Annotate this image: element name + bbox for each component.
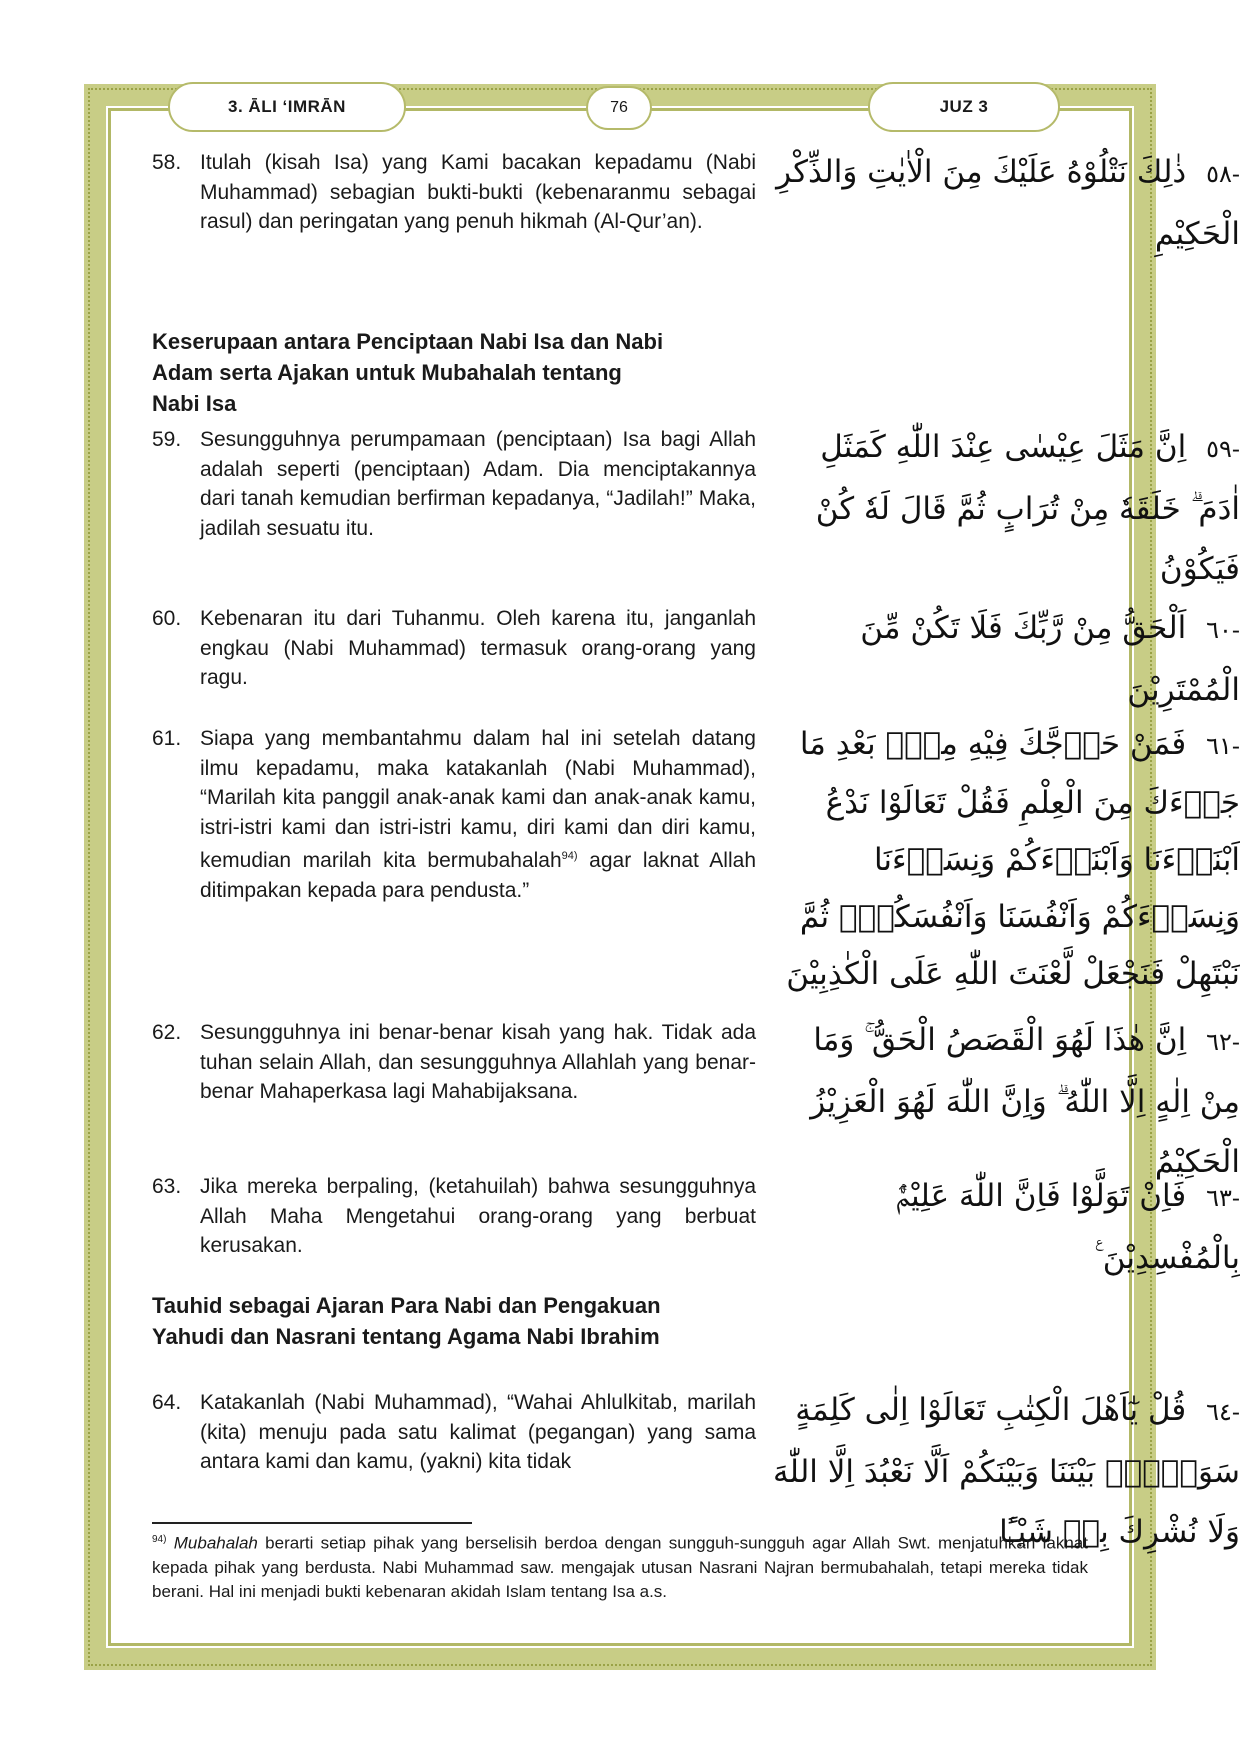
verse-arabic <box>770 417 1240 599</box>
verse-number: 63. <box>152 1175 182 1198</box>
verse-arabic <box>770 598 1240 720</box>
verse-translation: Katakanlah (Nabi Muhammad), “Wahai Ahlulkitab, marilah (kita) menuju pada satu kalimat (pegangan) yang sama antara kami dan kamu, (yakni) kita tidak <box>200 1391 756 1474</box>
footnote-divider <box>152 1522 472 1524</box>
verse-61 <box>152 724 1240 992</box>
verse-arabic <box>770 1166 1240 1288</box>
footnote-marker: 94) <box>152 1534 167 1545</box>
translation-part: agar laknat Allah ditimpakan kepada para pendusta.” <box>200 849 757 902</box>
footnote <box>152 1528 1088 1604</box>
verse-number: 62. <box>152 1021 182 1044</box>
page-number <box>586 86 652 130</box>
arabic-verse-number: -٦٤ <box>1206 1398 1240 1426</box>
arabic-text: ذٰلِكَ نَتْلُوْهُ عَلَيْكَ مِنَ الْاٰيٰتِ وَالذِّكْرِ الْحَكِيْمِ <box>776 154 1240 252</box>
arabic-verse-number: -٦٢ <box>1206 1028 1240 1056</box>
page-number-text: 76 <box>610 99 628 116</box>
verse-number: 58. <box>152 151 182 174</box>
arabic-verse-number: -٦٠ <box>1206 616 1240 644</box>
arabic-text: اِنَّ هٰذَا لَهُوَ الْقَصَصُ الْحَقُّ ۚ وَمَا مِنْ اِلٰهٍ اِلَّا اللّٰهُ ۗ وَاِنَّ اللّٰهَ لَهُوَ الْعَزِيْزُ الْحَكِيْمُ <box>810 1022 1240 1180</box>
verse-62 <box>152 1018 1240 1180</box>
verse-translation: Itulah (kisah Isa) yang Kami bacakan kepadamu (Nabi Muhammad) sebagian bukti-bukti (kebenaranmu sebagai rasul) dan peringatan yang penuh hikmah (Al-Qur’an). <box>200 151 756 234</box>
surah-label <box>168 82 406 132</box>
verse-number: 64. <box>152 1391 182 1414</box>
verse-translation: Sesungguhnya perumpamaan (penciptaan) Isa bagi Allah adalah seperti (penciptaan) Adam. Dia menciptakannya dari tanah kemudian berfirman kepadanya, “Jadilah!” Maka, jadilah sesuatu itu. <box>200 428 756 540</box>
footnote-term: Mubahalah <box>173 1533 258 1553</box>
arabic-text: اِنَّ مَثَلَ عِيْسٰى عِنْدَ اللّٰهِ كَمَثَلِ اٰدَمَ ۗ خَلَقَهٗ مِنْ تُرَابٍ ثُمَّ قَالَ لَهٗ كُنْ فَيَكُوْنُ <box>815 429 1240 587</box>
arabic-text: اَلْحَقُّ مِنْ رَّبِّكَ فَلَا تَكُنْ مِّنَ الْمُمْتَرِيْنَ <box>860 610 1240 708</box>
verse-translation: Sesungguhnya ini benar-benar kisah yang hak. Tidak ada tuhan selain Allah, dan sesungguhnya Allahlah yang benar-benar Mahaperkasa lagi Mahabijaksana. <box>200 1021 756 1104</box>
verse-60 <box>152 604 1240 708</box>
section-title: Tauhid sebagai Ajaran Para Nabi dan Pengakuan Yahudi dan Nasrani tentang Agama Nabi Ibrahim <box>152 1293 661 1349</box>
verse-arabic <box>770 142 1240 264</box>
verse-59 <box>152 425 1240 587</box>
surah-name: 3. ĀLI ‘IMRĀN <box>228 97 346 116</box>
verse-number: 61. <box>152 727 182 750</box>
verse-58 <box>152 148 1240 268</box>
arabic-verse-number: -٥٩ <box>1206 435 1240 463</box>
section-title: Keserupaan antara Penciptaan Nabi Isa dan Nabi Adam serta Ajakan untuk Mubahalah tentang Nabi Isa <box>152 329 664 416</box>
arabic-verse-number: -٥٨ <box>1206 160 1240 188</box>
arabic-text: قُلْ يٰٓاَهْلَ الْكِتٰبِ تَعَالَوْا اِلٰى كَلِمَةٍ سَوَاۤءٍۢ بَيْنَنَا وَبَيْنَكُمْ اَلَّا نَعْبُدَ اِلَّا اللّٰهَ وَلَا نُشْرِكَ بِهٖ شَيْـًٔا <box>772 1392 1240 1550</box>
arabic-verse-number: -٦٣ <box>1206 1184 1240 1212</box>
verse-translation <box>200 724 756 906</box>
verse-arabic <box>770 1010 1240 1192</box>
verse-63 <box>152 1172 1240 1276</box>
verse-translation: Jika mereka berpaling, (ketahuilah) bahwa sesungguhnya Allah Maha Mengetahui orang-orang yang berbuat kerusakan. <box>200 1175 756 1258</box>
verse-number: 59. <box>152 428 182 451</box>
juz-label <box>868 82 1060 132</box>
arabic-verse-number: -٦١ <box>1206 732 1240 760</box>
translation-part: Siapa yang membantahmu dalam hal ini setelah datang ilmu kepadamu, maka katakanlah (Nabi Muhammad), “Marilah kita panggil anak-anak kami dan anak-anak kamu, istri-istri kami dan istri-istri kamu, diri kami dan diri kamu, kemudian marilah kita bermubahalah <box>200 727 756 873</box>
verse-number: 60. <box>152 607 182 630</box>
juz-text: JUZ 3 <box>939 97 989 116</box>
footnote-text: berarti setiap pihak yang berselisih berdoa dengan sungguh-sungguh agar Allah Swt. menjatuhkan laknat kepada pihak yang berdusta. Nabi Muhammad saw. mengajak utusan Nasrani Najran bermubahalah, tetapi mereka tidak berani. Hal ini menjadi bukti kebenaran akidah Islam tentang Isa a.s. <box>152 1533 1088 1601</box>
verse-arabic <box>770 716 1240 1003</box>
verse-translation: Kebenaran itu dari Tuhanmu. Oleh karena itu, janganlah engkau (Nabi Muhammad) termasuk orang-orang yang ragu. <box>200 607 756 690</box>
footnote-reference[interactable]: 94) <box>561 850 578 863</box>
arabic-text: فَمَنْ حَاۤجَّكَ فِيْهِ مِنْۢ بَعْدِ مَا جَاۤءَكَ مِنَ الْعِلْمِ فَقُلْ تَعَالَوْا نَدْعُ اَبْنَاۤءَنَا وَاَبْنَاۤءَكُمْ وَنِسَاۤءَنَا وَنِسَاۤءَكُمْ وَاَنْفُسَنَا وَاَنْفُسَكُمْۗ ثُمَّ نَبْتَهِلْ فَنَجْعَلْ لَّعْنَتَ اللّٰهِ عَلَى الْكٰذِبِيْنَ <box>786 726 1240 992</box>
arabic-text: فَاِنْ تَوَلَّوْا فَاِنَّ اللّٰهَ عَلِيْمٌۢ بِالْمُفْسِدِيْنَ ࣖ <box>895 1178 1240 1276</box>
